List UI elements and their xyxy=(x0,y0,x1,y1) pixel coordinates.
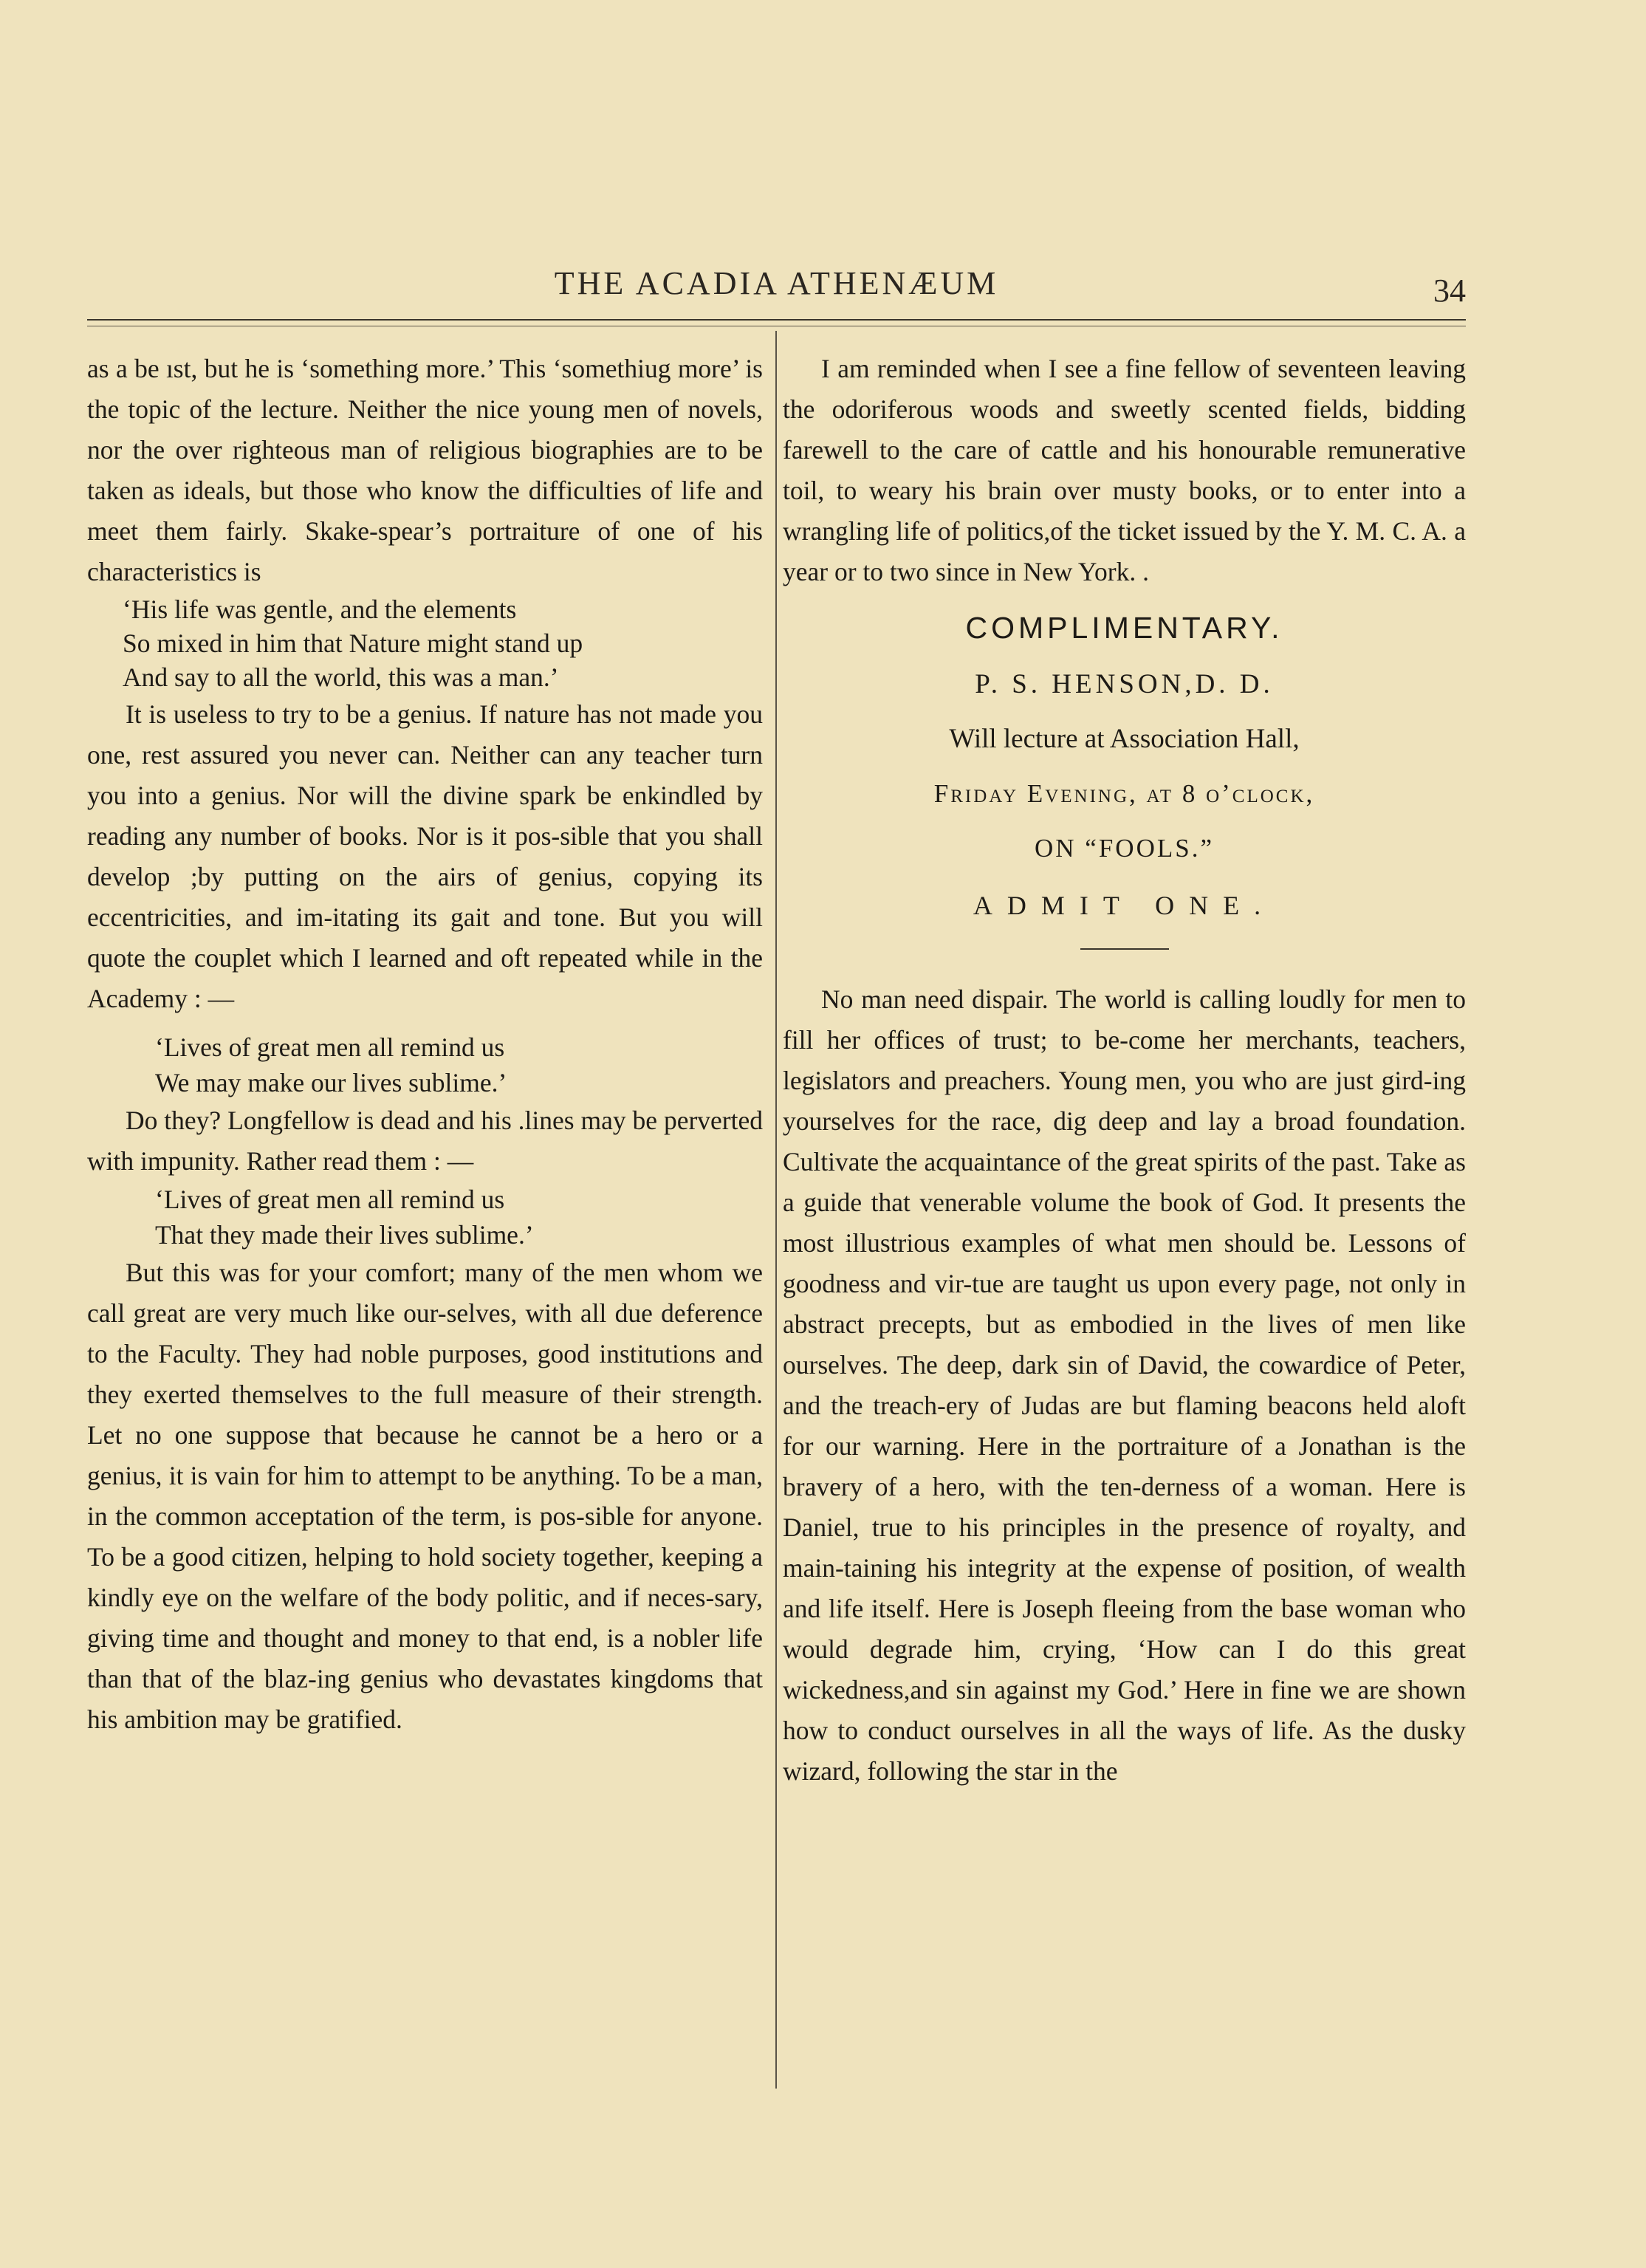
shakespeare-quote xyxy=(87,592,763,694)
left-paragraph-1: as a be ıst, but he is ‘something more.’ This ‘somethiug more’ is the topic of the lecture. Neither the nice young men of novels, nor the over righteous man of religious biographies are to be taken as ideals, but those who know the difficulties of life and meet them fairly. Skake-spear’s portraiture of one of his characteristics is xyxy=(87,354,763,586)
left-paragraph-3: Do they? Longfellow is dead and his .lines may be perverted with impunity. Rather read them : — xyxy=(87,1106,763,1176)
left-column xyxy=(87,349,763,1740)
quote-line: ‘Lives of great men all remind us xyxy=(155,1185,505,1214)
ticket-venue: Will lecture at Association Hall, xyxy=(949,724,1300,754)
ticket-time: Friday Evening, at 8 o’clock, xyxy=(933,779,1315,808)
left-paragraph-4: But this was for your comfort; many of the men whom we call great are very much like our-selves, with all due deference to the Faculty. They had noble purposes, good institutions and they exerted themselves to the full measure of their strength. Let no one suppose that because he cannot be a hero or a genius, it is vain for him to attempt to be anything. To be a man, in the common acceptation of the term, is pos-sible for anyone. To be a good citizen, helping to hold society together, keeping a kindly eye on the welfare of the body politic, and if neces-sary, giving time and thought and money to that end, is a nobler life than that of the blaz-ing genius who devastates kingdoms that his ambition may be gratified. xyxy=(87,1258,763,1734)
quote-line: ‘Lives of great men all remind us xyxy=(155,1032,505,1062)
ticket-admit: ADMIT ONE. xyxy=(973,891,1276,920)
quote-line: ‘His life was gentle, and the elements xyxy=(123,595,517,624)
parody-quote xyxy=(87,1182,763,1253)
right-paragraph-1: I am reminded when I see a fine fellow of seventeen leaving the odoriferous woods and sweetly scented fields, bidding farewell to the care of cattle and his honourable remunerative toil, to weary his brain over musty books, or to enter into a wrangling life of politics,of the ticket issued by the Y. M. C. A. a year or to two since in New York. . xyxy=(783,354,1466,586)
ticket-topic: ON “FOOLS.” xyxy=(1035,834,1214,863)
left-paragraph-2: It is useless to try to be a genius. If nature has not made you one, rest assured you never can. Neither can any teacher turn you into a genius. Nor will the divine spark be enkindled by reading any number of books. Nor is it pos-sible that you shall develop ;by putting on the airs of genius, copying its eccentricities, and im-itating its gait and tone. But you will quote the couplet which I learned and oft repeated while in the Academy : — xyxy=(87,699,763,1013)
column-divider xyxy=(775,331,777,2089)
right-paragraph-2: No man need dispair. The world is calling loudly for men to fill her offices of trust; to be-come her merchants, teachers, legislators and preachers. Young men, you who are just gird-ing yourselves for the race, dig deep and lay a broad foundation. Cultivate the acquaintance of the great spirits of the past. Take as a guide that venerable volume the book of God. It presents the most illustrious examples of what men should be. Lessons of goodness and vir-tue are taught us upon every page, not only in abstract precepts, but as embodied in the lives of men like ourselves. The deep, dark sin of David, the cowardice of Peter, and the treach-ery of Judas are but flaming beacons held aloft for our warning. Here in the portraiture of a Jonathan is the bravery of a hero, with the ten-derness of a woman. Here is Daniel, true to his principles in the presence of royalty, and main-taining his integrity at the expense of position, of wealth and life itself. Here is Joseph fleeing from the base woman who would degrade him, crying, ‘How can I do this great wickedness,and sin against my God.’ Here in fine we are shown how to conduct ourselves in all the ways of life. As the dusky wizard, following the star in the xyxy=(783,984,1466,1786)
ticket-speaker: P. S. HENSON,D. D. xyxy=(975,669,1274,699)
quote-line: We may make our lives sublime.’ xyxy=(155,1068,507,1097)
quote-line: That they made their lives sublime.’ xyxy=(155,1220,534,1250)
section-divider xyxy=(1080,948,1169,950)
longfellow-quote xyxy=(87,1029,763,1100)
page-number: 34 xyxy=(1433,273,1466,309)
running-header xyxy=(87,264,1466,309)
journal-title: THE ACADIA ATHENÆUM xyxy=(554,265,999,301)
header-rule-top xyxy=(87,319,1466,321)
right-column xyxy=(783,349,1466,1792)
quote-line: And say to all the world, this was a man.’ xyxy=(123,662,559,692)
quote-line: So mixed in him that Nature might stand up xyxy=(123,628,583,658)
ticket-heading: COMPLIMENTARY. xyxy=(965,611,1283,645)
ticket-notice xyxy=(783,598,1466,950)
